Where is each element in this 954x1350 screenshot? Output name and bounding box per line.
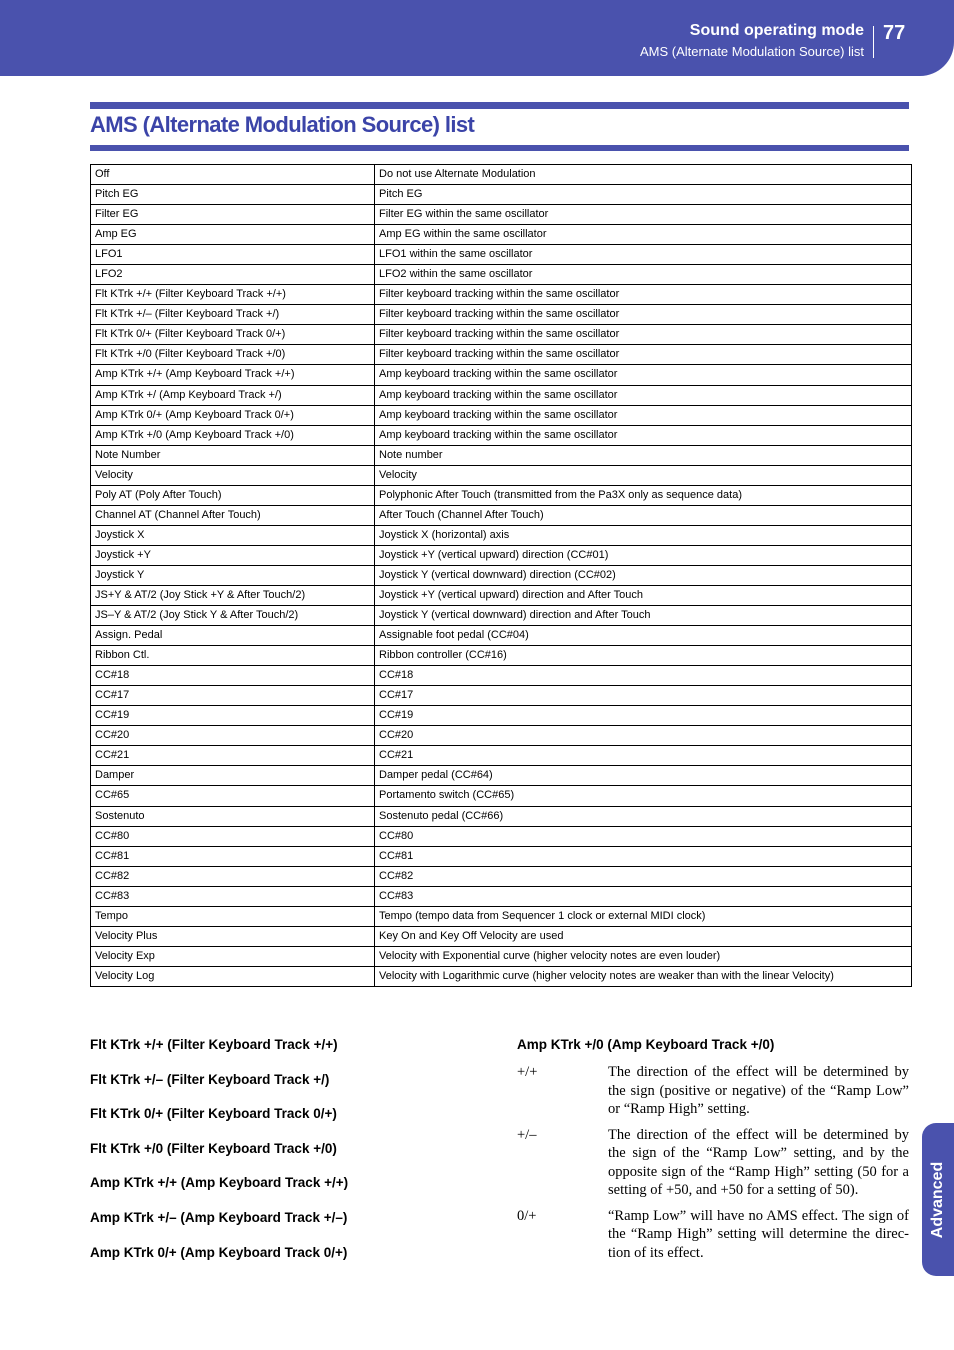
table-row [91, 365, 912, 385]
source-description-cell: After Touch (Channel After Touch) [375, 505, 912, 525]
table-row [91, 866, 912, 886]
source-name-cell: Poly AT (Poly After Touch) [91, 485, 375, 505]
source-description-cell: Velocity [375, 465, 912, 485]
source-name-cell: CC#80 [91, 826, 375, 846]
source-name-cell: Joystick Y [91, 565, 375, 585]
source-name-cell: Flt KTrk +/– (Filter Keyboard Track +/) [91, 305, 375, 325]
table-row [91, 786, 912, 806]
table-row [91, 666, 912, 686]
description-list [517, 1063, 909, 1269]
source-name-cell: CC#83 [91, 886, 375, 906]
table-row [91, 806, 912, 826]
table-row [91, 966, 912, 986]
title-rule-top [90, 102, 909, 109]
table-row [91, 626, 912, 646]
source-name-cell: Joystick +Y [91, 545, 375, 565]
source-name-cell: CC#82 [91, 866, 375, 886]
table-row [91, 265, 912, 285]
description-text: The direction of the effect will be determined by the sign of the “Ramp Low” setting, and by the opposite sign of the “Ramp High” setting (50 for a setting of +50, and +50 for a setting of 50). [608, 1126, 909, 1198]
parameter-heading: Flt KTrk +/+ (Filter Keyboard Track +/+) [90, 1037, 338, 1052]
description-key: 0/+ [517, 1207, 537, 1224]
parameter-heading: Flt KTrk +/0 (Filter Keyboard Track +/0) [90, 1140, 337, 1156]
page-title: AMS (Alternate Modulation Source) list [90, 112, 475, 137]
table-row [91, 565, 912, 585]
source-name-cell: JS+Y & AT/2 (Joy Stick +Y & After Touch/2) [91, 585, 375, 605]
source-name-cell: Amp KTrk +/0 (Amp Keyboard Track +/0) [91, 425, 375, 445]
source-name-cell: CC#17 [91, 686, 375, 706]
parameter-heading: Flt KTrk +/– (Filter Keyboard Track +/) [90, 1071, 330, 1087]
source-name-cell: Velocity [91, 465, 375, 485]
source-description-cell: CC#17 [375, 686, 912, 706]
header-subsection-title: AMS (Alternate Modulation Source) list [640, 44, 864, 59]
table-row [91, 746, 912, 766]
source-description-cell: Note number [375, 445, 912, 465]
table-row [91, 926, 912, 946]
source-description-cell: Filter keyboard tracking within the same oscillator [375, 345, 912, 365]
source-name-cell: Amp KTrk +/ (Amp Keyboard Track +/) [91, 385, 375, 405]
source-name-cell: Joystick X [91, 525, 375, 545]
source-description-cell: Sostenuto pedal (CC#66) [375, 806, 912, 826]
table-row [91, 245, 912, 265]
table-row [91, 726, 912, 746]
source-description-cell: Amp keyboard tracking within the same oscillator [375, 385, 912, 405]
source-name-cell: JS–Y & AT/2 (Joy Stick Y & After Touch/2) [91, 606, 375, 626]
header-section-title: Sound operating mode [689, 22, 864, 39]
table-row [91, 525, 912, 545]
source-name-cell: Off [91, 165, 375, 185]
table-row [91, 585, 912, 605]
source-name-cell: CC#21 [91, 746, 375, 766]
table-row [91, 826, 912, 846]
source-description-cell: CC#18 [375, 666, 912, 686]
parameter-heading: Flt KTrk 0/+ (Filter Keyboard Track 0/+) [90, 1106, 337, 1122]
source-name-cell: Assign. Pedal [91, 626, 375, 646]
table-row [91, 545, 912, 565]
table-row [91, 485, 912, 505]
source-description-cell: Portamento switch (CC#65) [375, 786, 912, 806]
source-name-cell: CC#20 [91, 726, 375, 746]
source-name-cell: Note Number [91, 445, 375, 465]
source-description-cell: Joystick X (horizontal) axis [375, 525, 912, 545]
source-description-cell: Filter keyboard tracking within the same oscillator [375, 285, 912, 305]
table-row [91, 345, 912, 365]
source-description-cell: Assignable foot pedal (CC#04) [375, 626, 912, 646]
table-row [91, 766, 912, 786]
table-row [91, 646, 912, 666]
source-name-cell: Velocity Log [91, 966, 375, 986]
table-row [91, 225, 912, 245]
side-tab-label: Advanced [929, 1161, 946, 1238]
description-item [517, 1063, 909, 1119]
table-row [91, 686, 912, 706]
table-row [91, 205, 912, 225]
table-row [91, 405, 912, 425]
table-row [91, 285, 912, 305]
source-name-cell: Velocity Plus [91, 926, 375, 946]
table-row [91, 886, 912, 906]
source-name-cell: Flt KTrk +/0 (Filter Keyboard Track +/0) [91, 345, 375, 365]
source-description-cell: Filter EG within the same oscillator [375, 205, 912, 225]
table-row [91, 305, 912, 325]
source-name-cell: Tempo [91, 906, 375, 926]
source-description-cell: Amp keyboard tracking within the same oscillator [375, 425, 912, 445]
table-row [91, 425, 912, 445]
table-row [91, 465, 912, 485]
source-description-cell: Damper pedal (CC#64) [375, 766, 912, 786]
source-description-cell: LFO2 within the same oscillator [375, 265, 912, 285]
source-description-cell: Amp keyboard tracking within the same oscillator [375, 365, 912, 385]
description-text: “Ramp Low” will have no AMS effect. The sign of the “Ramp High” setting will determine the direc-tion of its effect. [608, 1207, 909, 1261]
table-row [91, 606, 912, 626]
source-name-cell: Amp KTrk 0/+ (Amp Keyboard Track 0/+) [91, 405, 375, 425]
parameter-heading: Amp KTrk +/– (Amp Keyboard Track +/–) [90, 1209, 348, 1225]
source-name-cell: CC#18 [91, 666, 375, 686]
source-description-cell: Velocity with Logarithmic curve (higher velocity notes are weaker than with the linear Velocity) [375, 966, 912, 986]
description-item [517, 1207, 909, 1263]
source-name-cell: Flt KTrk +/+ (Filter Keyboard Track +/+) [91, 285, 375, 305]
source-description-cell: Joystick +Y (vertical upward) direction and After Touch [375, 585, 912, 605]
source-name-cell: Filter EG [91, 205, 375, 225]
table-row [91, 185, 912, 205]
source-description-cell: Joystick +Y (vertical upward) direction (CC#01) [375, 545, 912, 565]
page-number: 77 [883, 22, 906, 44]
table-row [91, 946, 912, 966]
source-name-cell: Amp EG [91, 225, 375, 245]
table-row [91, 906, 912, 926]
table-row [91, 445, 912, 465]
source-name-cell: LFO2 [91, 265, 375, 285]
source-name-cell: Channel AT (Channel After Touch) [91, 505, 375, 525]
table-row [91, 706, 912, 726]
description-key: +/– [517, 1126, 537, 1143]
source-description-cell: CC#21 [375, 746, 912, 766]
source-description-cell: Polyphonic After Touch (transmitted from the Pa3X only as sequence data) [375, 485, 912, 505]
source-description-cell: CC#82 [375, 866, 912, 886]
table-row [91, 505, 912, 525]
side-tab-advanced[interactable] [922, 1123, 954, 1276]
source-description-cell: Filter keyboard tracking within the same oscillator [375, 325, 912, 345]
table-row [91, 385, 912, 405]
source-description-cell: Joystick Y (vertical downward) direction (CC#02) [375, 565, 912, 585]
source-description-cell: Velocity with Exponential curve (higher velocity notes are even louder) [375, 946, 912, 966]
header-divider [873, 26, 874, 58]
source-description-cell: LFO1 within the same oscillator [375, 245, 912, 265]
source-name-cell: Amp KTrk +/+ (Amp Keyboard Track +/+) [91, 365, 375, 385]
source-name-cell: Damper [91, 766, 375, 786]
source-description-cell: Key On and Key Off Velocity are used [375, 926, 912, 946]
source-name-cell: Flt KTrk 0/+ (Filter Keyboard Track 0/+) [91, 325, 375, 345]
description-text: The direction of the effect will be determined by the sign (positive or negative) of the “Ramp Low” or “Ramp High” setting. [608, 1064, 909, 1117]
source-name-cell: Ribbon Ctl. [91, 646, 375, 666]
source-description-cell: Filter keyboard tracking within the same oscillator [375, 305, 912, 325]
table-row [91, 165, 912, 185]
title-rule-bottom [90, 145, 909, 151]
source-name-cell: Pitch EG [91, 185, 375, 205]
source-name-cell: Sostenuto [91, 806, 375, 826]
source-name-cell: Velocity Exp [91, 946, 375, 966]
source-description-cell: Do not use Alternate Modulation [375, 165, 912, 185]
source-description-cell: CC#80 [375, 826, 912, 846]
source-description-cell: Amp keyboard tracking within the same oscillator [375, 405, 912, 425]
source-description-cell: CC#19 [375, 706, 912, 726]
parameter-heading: Amp KTrk +/0 (Amp Keyboard Track +/0) [517, 1037, 775, 1052]
source-name-cell: CC#81 [91, 846, 375, 866]
source-name-cell: CC#65 [91, 786, 375, 806]
source-description-cell: Amp EG within the same oscillator [375, 225, 912, 245]
source-description-cell: CC#20 [375, 726, 912, 746]
source-description-cell: CC#81 [375, 846, 912, 866]
source-description-cell: Pitch EG [375, 185, 912, 205]
left-headings [90, 1036, 490, 1278]
source-name-cell: CC#19 [91, 706, 375, 726]
ams-table [90, 164, 912, 987]
parameter-heading: Amp KTrk 0/+ (Amp Keyboard Track 0/+) [90, 1244, 348, 1260]
description-key: +/+ [517, 1064, 538, 1080]
source-description-cell: CC#83 [375, 886, 912, 906]
description-item [517, 1126, 909, 1200]
table-row [91, 325, 912, 345]
source-description-cell: Tempo (tempo data from Sequencer 1 clock or external MIDI clock) [375, 906, 912, 926]
source-description-cell: Ribbon controller (CC#16) [375, 646, 912, 666]
source-name-cell: LFO1 [91, 245, 375, 265]
table-row [91, 846, 912, 866]
parameter-heading: Amp KTrk +/+ (Amp Keyboard Track +/+) [90, 1175, 349, 1191]
source-description-cell: Joystick Y (vertical downward) direction and After Touch [375, 606, 912, 626]
